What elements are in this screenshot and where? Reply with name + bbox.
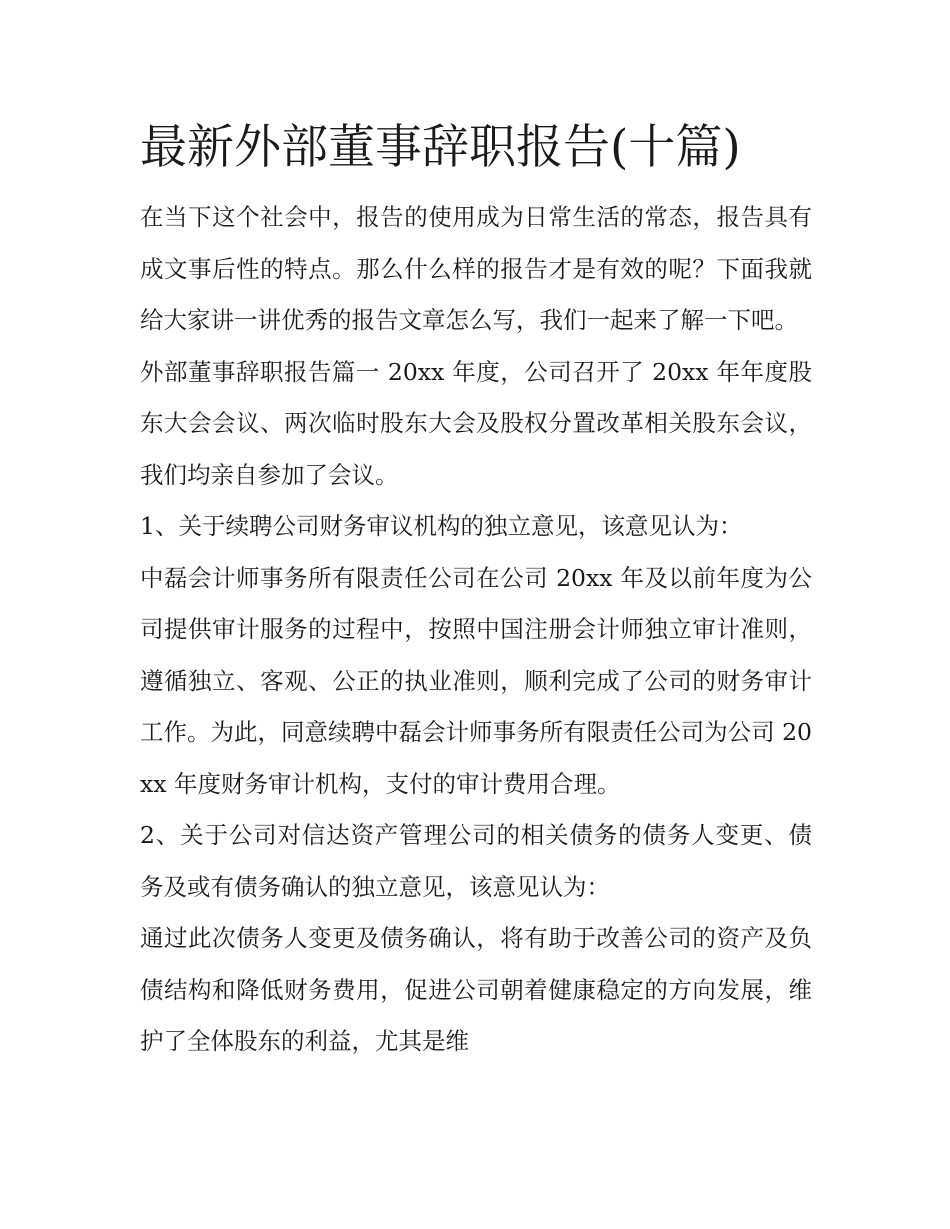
paragraph-intro: 在当下这个社会中，报告的使用成为日常生活的常态，报告具有成文事后性的特点。那么什么样的报告才是有效的呢？下面我就给大家讲一讲优秀的报告文章怎么写，我们一起来了解一下吧。 — [140, 203, 812, 334]
paragraph-report-one: 外部董事辞职报告篇一 20xx 年度，公司召开了 20xx 年年度股东大会会议、两次临时股东大会及股权分置改革相关股东会议，我们均亲自参加了会议。 — [140, 357, 812, 489]
paragraph-item-2-heading: 2、关于公司对信达资产管理公司的相关债务的债务人变更、债务及或有债务确认的独立意见，该意见认为： — [140, 821, 812, 901]
paragraph-item-1-body: 中磊会计师事务所有限责任公司在公司 20xx 年及以前年度为公司提供审计服务的过程中，按照中国注册会计师独立审计准则，遵循独立、客观、公正的执业准则，顺利完成了公司的财务审计工作。为此，同意续聘中磊会计师事务所有限责任公司为公司 20xx 年度财务审计机构，支付的审计费用合理。 — [140, 563, 812, 798]
document-page — [140, 112, 812, 1068]
paragraph-item-2-body: 通过此次债务人变更及债务确认，将有助于改善公司的资产及负债结构和降低财务费用，促进公司朝着健康稳定的方向发展，维护了全体股东的利益，尤其是维 — [140, 924, 812, 1055]
document-title: 最新外部董事辞职报告(十篇) — [140, 120, 741, 175]
paragraph-item-1-heading: 1、关于续聘公司财务审议机构的独立意见，该意见认为： — [140, 512, 743, 540]
